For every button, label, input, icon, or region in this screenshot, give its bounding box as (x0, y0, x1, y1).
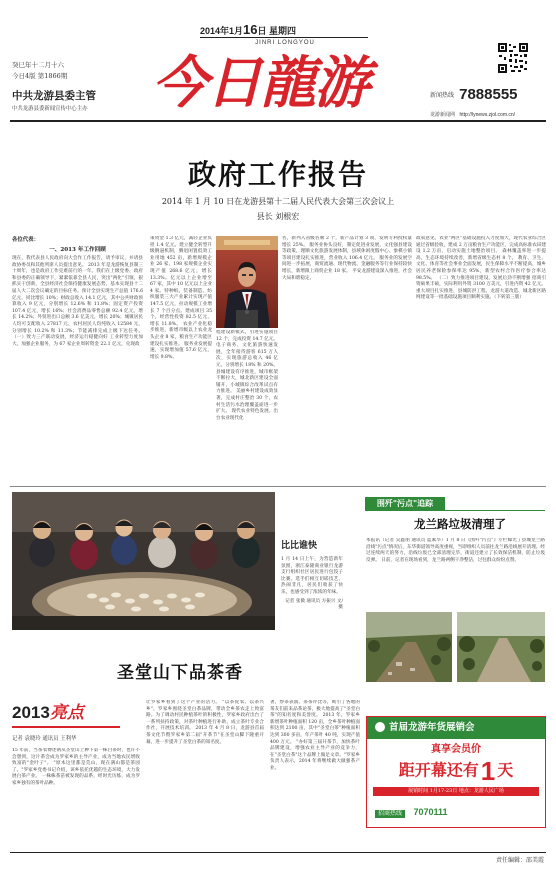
photo-story-credit: 记者 张微 通讯员 方振兴 文/摄 (285, 598, 343, 611)
hotline (430, 84, 546, 103)
report-col1-text: 现在，我代表县人民政府向大会作工作报告，请予审议，并请县政协委员和其他列席人员提出意见。 2013 年是龙游恢复县制三十周年，也是政府工作克难前行的一年。我们在上级党委、政府和县委的正确领导下，紧紧依靠全县人民，突出"两化"引领，狠抓实干创新，全县经济社会保持健康发展态势，基本实现县十二届人大二次会议确定的目标任务。预计全县实现生产总值 176.6 亿元，同比增长 10%；财政总收入 14.1 亿元，其中公共财政预算收入 9 亿元，分别增长 12.6% 和 11.8%；固定资产投资 107.4 亿元，增长 16%；社会消费品零售总额 92.4 亿元，增长 14.2%；外贸进出口总额 3.6 亿美元，增长 20%；城镇居民人均可支配收入 27817 元、农村居民人均纯收入 12584 元，分别增长 10.2% 和 11.3%；节能减排完成上级下达任务。 （一）致力三产联动发展，经济运行稳健向好 工业转型力度加大。加强企业服务，为 67 家企业周转资金 22.1 亿元，兑现政 (12, 256, 143, 347)
publisher: 中共龙游县委主管 (12, 90, 96, 102)
ad-phone-label: 招商热线 (375, 810, 405, 818)
pollution-tag-label: 围歼"污点"追踪 (376, 499, 434, 508)
report-headline: 政府工作报告 (187, 158, 368, 191)
masthead-top-rule (200, 37, 368, 38)
ad-phone (375, 802, 537, 820)
report-col2b (216, 330, 278, 480)
report-subtitle: 2014 年 1 月 10 日在龙游县第十二届人民代表大会第三次会议上 (161, 197, 395, 206)
photo-story-title: 比比谁快 (281, 541, 318, 551)
ad-logo-icon (375, 722, 385, 732)
pollution-text: 本报讯（记者 吴鑫朋 通讯员 蓝素华）1 月 8 日《围歼"污点"》专栏曝光了县城龙兰路沿线"污点"情况后，东华街道领导高度重视，当即组织人员前往龙兰路沿线展开清理。经过连续两天的努力，沿线垃圾已全部清理完毕，街道还建立了长效保洁机制，防止垃圾反弹。 日前，记者在现场看到，龙兰路两侧干净整洁，过往群众纷纷点赞。 (366, 538, 545, 563)
website (430, 103, 550, 121)
ad-countdown-unit: 天 (497, 760, 514, 780)
ad-brand: 首届龙游年货展销会 (389, 722, 475, 733)
tea-col1-text: 15 年前，当茶农傅述钢从圣堂山上种下第一株白茶时，也许不会想到，这片茶会成为罗家乡的主导产业，成为当地农民增收致富的"金叶子"。 "原本这里都是荒山，现在满山都是茶园了。"罗家乡党委书记介绍，该乡依托优越的生态环境，大力发展白茶产业。 一株株茶苗被发现的品系，经时光历练，成为罗家乡独有的茶叶品种。 (12, 748, 140, 786)
report-col2-text: 策资金 1.3 亿元，减轻企业负担 1.4 亿元。建立健全转型升级倒逼机制，腾退闲置低效工业用地 452 亩，新增规模企业 26 家，198 家规模企业实现产值 268.6 亿元，增长 13.3%。亿元以上企业增至 67 家，其中 10 亿元以上企业 4 家。特种纸、装备制造、纺织服装三大产业累计实现产值 147.5 亿元，拉动规模工业增长 7 个百分点。建成项目 35 个，经营性投资 82.5 亿元，增长 11.8%。 农业产业化稳步推进，新增市级以上农业龙头企业 8 家，粮食生产功能区建设扎实推进。 服务业发展提速，实现增加值 57.6 亿元，增长 9.8%。 (150, 236, 212, 360)
tea-col2 (146, 700, 264, 848)
report-col5 (416, 236, 546, 480)
lunar-date: 癸巳年十二月十六 (12, 61, 64, 69)
masthead-divider (10, 120, 546, 122)
tea-badge (12, 698, 122, 726)
date-prefix: 2014年1月 (200, 26, 244, 36)
mayor-photo (216, 236, 278, 328)
ad-countdown-prefix: 距开幕还有 (398, 760, 479, 780)
photo-story-text: 1 月 14 日上午，为营造新年氛围，浙江泰隆商业银行龙游支行组织社区居民进行包饺子比赛。选手们相互切磋技艺，热闹非凡，居民们收获了快乐，也感受到了浓浓的年味。 (281, 557, 343, 595)
report-col3-text: 程建设新模式，引进实施项目 12 个，完成投资 14.7 亿元。 电子商务、文化旅游快速发展，全年接待游客 615 万人次，实现旅游总收入 46 亿元，分别增长 18% 和 20%。 县城建设有序推进，城市框架不断拉大，城北新区建设全面铺开，小城镇综合改革试点有力推进。 美丽乡村建设成效显著，完成村庄整治 30 个，农村生活污水治理覆盖面进一步扩大。 现代农业特色发展。出台农业现代化 (216, 330, 278, 421)
pollution-tag (365, 497, 445, 511)
report-section-title: 一、2013 年工作回顾 (49, 247, 106, 253)
masthead-date-line (200, 22, 370, 36)
tea-col3-text: 著，炒茶表演、茶茶评比等，吸引了各地的茶友们前来品茶论茶，极大地提高了"圣堂白茶"的知名度和美誉度。 2013 年，罗家乡新增茶叶种植面积 120 亩，全乡茶叶种植面积达到 2100 亩，其中"圣堂白茶"种植面积达到 300 多亩，年产茶叶 40 吨，实现产值 400 万元。 "办好第三届开茶节，加快茶叶品牌建设，增强农业主导产业的竞争力，在"圣堂白茶"这个品牌上做足文章。"罗家乡负责人表示，2014 年将继续做大做强茶产业。 (270, 700, 360, 771)
qr-code (497, 42, 529, 74)
ad-phone-number: 7070111 (413, 807, 448, 817)
tea-col3 (270, 700, 360, 848)
masthead-pinyin: JINRI LONGYOU (255, 40, 315, 46)
pollution-tag-rule (445, 510, 545, 511)
report-col1 (12, 236, 143, 480)
pollution-title: 龙兰路垃圾清理了 (414, 517, 506, 531)
footer-editor: 责任编辑：邵美霞 (495, 857, 544, 864)
masthead-logo: 今日龍游 (152, 50, 368, 116)
ad-brand-bar (367, 717, 545, 739)
hotline-number: 7888555 (459, 86, 518, 103)
photo-story (281, 540, 343, 652)
ad-venue: 展销时间 1月17-23日 地点：龙游人民广场 (373, 787, 539, 796)
hotline-label: 新闻热线 (430, 92, 455, 99)
report-col5-text: 政策意见，农业"两区"基础设施投入力度加大，现代农业综合区通过省级验收，建成 2 万亩粮食生产功能区，完成高标准农田建设 1.2 万亩，启动实施土地整治项目。 森林覆盖率进一步提高，生态环境持续改善，新增省级生态村 8 个。 教育、卫生、文化、体育等社会事业全面发展，民生保障水平不断提高，城乡居民养老保险参保率达 95%，新型农村合作医疗参合率达 98.5%。 （二）致力推进项目建设，发展后劲不断增强 招商引资硕果丰硕，实际利用外资 3100 万美元，引进内资 42 亿元。 重大项目扎实推进，县城防洪工程、龙游大道改造、城北新区路网建设等一批基础设施项目顺利实施。（下转第三版） (416, 236, 546, 301)
report-col2 (150, 236, 212, 480)
pollution-body (366, 538, 545, 608)
tea-badge-word: 亮点 (49, 703, 84, 723)
pollution-photo-after (457, 612, 545, 682)
tea-col2-text: 让罗家乡看到了这个产业的活力。 "以茶促农、以茶兴乡"，罗家乡围绕圣堂白茶品牌，带动全乡茶农走上致富路。为了调动村民种植茶叶的积极性，罗家乡政府出台了一系列扶持政策，对茶叶种植进行补助，成立茶叶专业合作社，开展技术培训。 2013 年 4 月 8 日，龙游县首届茶文化节暨罗家乡第二届"开茶节"在圣堂山脚下隆重开幕，进一步提升了圣堂白茶的知名度。 (146, 700, 264, 745)
ad-box (366, 716, 546, 828)
date-suffix: 日 星期四 (257, 26, 297, 36)
report-col4-text: 名，新列入省级名牌 2 个，新产品计划 3 项，发明专利授权量增长 25%。 服务业协头良好，制定促进业发展，文化强县建设等政策，理顺文化旅游发展体制，县域休闲度假中心、象棋小镇等项目建设扎实推进，营业收入 106.4 亿元。 服务业的发展空间进一步拓展，商贸流通、现代物流、金融服务等行业保持较快增长，新增限上商贸企业 18 家。 平安龙游建设深入推进，社会大局和谐稳定。 (282, 236, 412, 281)
dumpling-photo (12, 492, 275, 630)
tea-badge-rule (12, 726, 120, 728)
report-col4 (282, 236, 412, 480)
pollution-photo-before (366, 612, 452, 682)
ad-countdown (367, 755, 545, 786)
ad-countdown-days: 1 (480, 755, 496, 786)
website-url: http://lynews.zjol.com.cn/ (459, 112, 516, 118)
report-divider (10, 486, 546, 487)
report-greeting: 各位代表： (12, 237, 39, 243)
date-day: 16 (243, 22, 258, 37)
tea-badge-year: 2013 (12, 703, 50, 722)
publisher-sub: 中共龙游县委新闻宣传中心主办 (12, 106, 88, 112)
ad-tagline: 真享会员价 (431, 744, 481, 755)
footer-rule (10, 852, 546, 853)
tea-credit: 记者 袁晓玲 通讯员 王利华 (12, 736, 77, 742)
website-label: 龙游新闻网 (430, 112, 456, 118)
issue-info: 今日4版 第1866期 (12, 72, 68, 80)
report-byline: 县长 刘根宏 (256, 212, 300, 221)
tea-col1 (12, 748, 140, 848)
tea-headline: 圣堂山下品茶香 (117, 663, 243, 683)
